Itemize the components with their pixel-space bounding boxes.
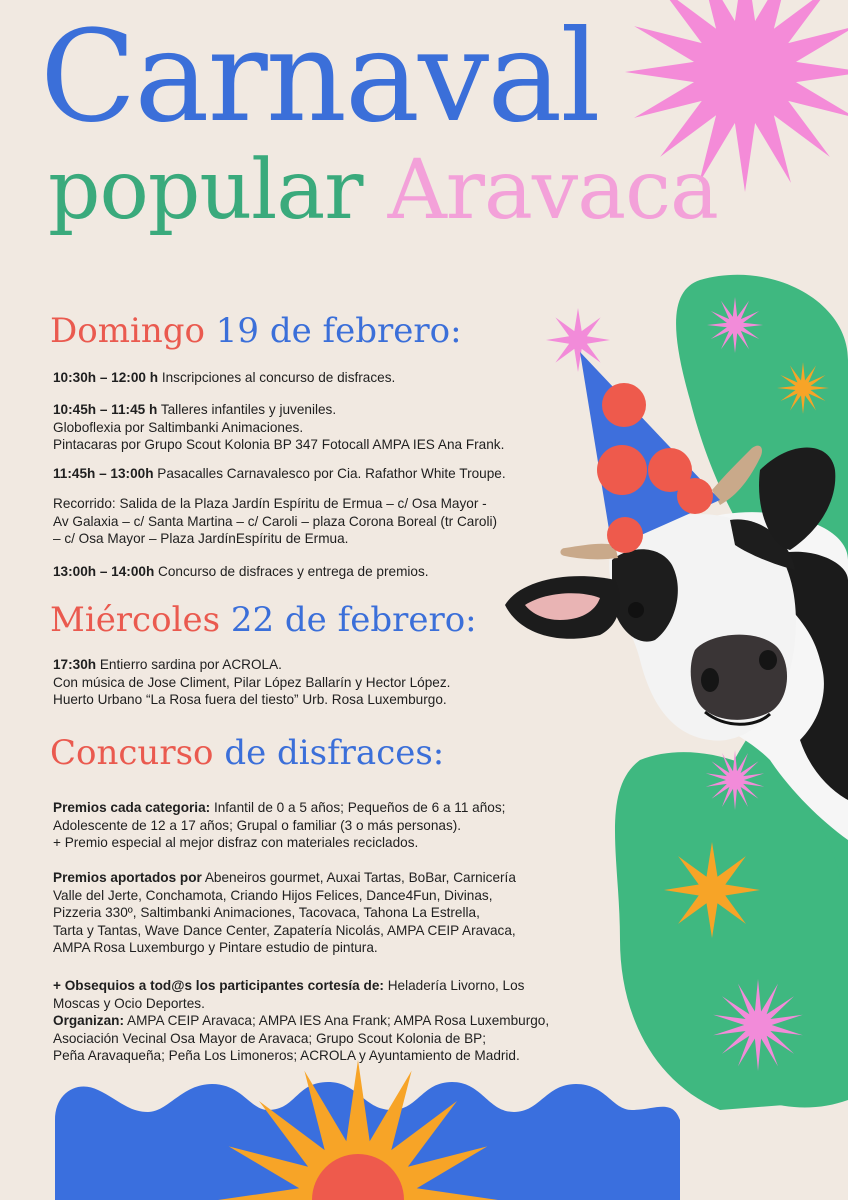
schedule-detail: Globoflexia por Saltimbanki Animaciones. <box>53 419 304 435</box>
subtitle <box>48 143 718 238</box>
subtitle-popular: popular <box>48 143 363 238</box>
heading-date: 22 de febrero: <box>230 600 477 640</box>
schedule-detail: Con música de Jose Climent, Pilar López Ballarín y Hector López. <box>53 674 451 690</box>
gifts-text: Heladería Livorno, Los <box>387 978 525 993</box>
schedule-item <box>53 656 450 709</box>
heading-word: Concurso <box>50 733 214 773</box>
schedule-item <box>53 401 504 454</box>
sponsors-label: Premios aportados por <box>53 870 202 885</box>
sponsors-text: AMPA Rosa Luxemburgo y Pintare estudio de pintura. <box>53 940 378 955</box>
prizes-text: + Premio especial al mejor disfraz con materiales reciclados. <box>53 835 419 850</box>
schedule-text: Concurso de disfraces y entrega de premios. <box>158 564 429 579</box>
schedule-detail: Huerto Urbano “La Rosa fuera del tiesto” Urb. Rosa Luxemburgo. <box>53 692 447 707</box>
title-carnaval: Carnaval <box>40 3 599 150</box>
organizers-text: Asociación Vecinal Osa Mayor de Aravaca; Grupo Scout Kolonia de BP; <box>53 1030 486 1046</box>
prizes-text: Adolescente de 12 a 17 años; Grupal o familiar (3 o más personas). <box>53 817 462 833</box>
route-line: Recorrido: Salida de la Plaza Jardín Espíritu de Ermua – c/ Osa Mayor - <box>53 496 487 511</box>
schedule-time: 17:30h <box>53 657 97 672</box>
route-line: Av Galaxia – c/ Santa Martina – c/ Caroli – plaza Corona Boreal (tr Caroli) <box>53 513 498 529</box>
prizes-categories <box>53 799 505 852</box>
schedule-item <box>53 465 506 483</box>
schedule-text: Entierro sardina por ACROLA. <box>99 657 282 672</box>
schedule-time: 10:30h – 12:00 h <box>53 370 159 385</box>
sponsors-text: Pizzeria 330º, Saltimbanki Animaciones, Tacovaca, Tahona La Estrella, <box>53 905 480 920</box>
gifts-label: + Obsequios a tod@s los participantes cortesía de: <box>53 978 384 993</box>
schedule-time: 11:45h – 13:00h <box>53 466 154 481</box>
schedule-text: Talleres infantiles y juveniles. <box>160 402 337 417</box>
sponsors-text: Valle del Jerte, Conchamota, Criando Hijos Felices, Dance4Fun, Divinas, <box>53 887 493 903</box>
heading-date: 19 de febrero: <box>215 311 462 351</box>
gifts-and-organizers <box>53 977 549 1065</box>
pink-star-icon <box>546 308 610 372</box>
schedule-time: 10:45h – 11:45 h <box>53 402 158 417</box>
prizes-text: Infantil de 0 a 5 años; Pequeños de 6 a 11 años; <box>213 800 506 815</box>
heading-domingo <box>50 311 462 351</box>
heading-concurso <box>50 733 445 773</box>
heading-day: Domingo <box>50 311 205 351</box>
schedule-time: 13:00h – 14:00h <box>53 564 155 579</box>
organizers-text: AMPA CEIP Aravaca; AMPA IES Ana Frank; AMPA Rosa Luxemburgo, <box>127 1013 550 1028</box>
route-line: – c/ Osa Mayor – Plaza JardínEspíritu de Ermua. <box>53 531 349 546</box>
subtitle-place: Aravaca <box>387 143 718 238</box>
sponsors-text: Tarta y Tantas, Wave Dance Center, Zapatería Nicolás, AMPA CEIP Aravaca, <box>53 922 516 938</box>
prizes-label: Premios cada categoria: <box>53 800 211 815</box>
prize-sponsors <box>53 869 516 957</box>
sponsors-text: Abeneiros gourmet, Auxai Tartas, BoBar, Carnicería <box>204 870 516 885</box>
schedule-detail: Pintacaras por Grupo Scout Kolonia BP 347 Fotocall AMPA IES Ana Frank. <box>53 437 505 452</box>
schedule-text: Inscripciones al concurso de disfraces. <box>161 370 396 385</box>
organizers-text: Peña Aravaqueña; Peña Los Limoneros; ACROLA y Ayuntamiento de Madrid. <box>53 1048 520 1063</box>
schedule-text: Pasacalles Carnavalesco por Cia. Rafathor White Troupe. <box>157 466 506 481</box>
heading-day: Miércoles <box>50 600 221 640</box>
schedule-item <box>53 563 429 581</box>
orange-star-icon <box>664 842 760 938</box>
heading-miercoles <box>50 600 477 640</box>
organizers-label: Organizan: <box>53 1013 124 1028</box>
gifts-text: Moscas y Ocio Deportes. <box>53 995 205 1011</box>
schedule-item <box>53 369 395 387</box>
route-description <box>53 495 497 548</box>
heading-word: de disfraces: <box>224 733 445 773</box>
